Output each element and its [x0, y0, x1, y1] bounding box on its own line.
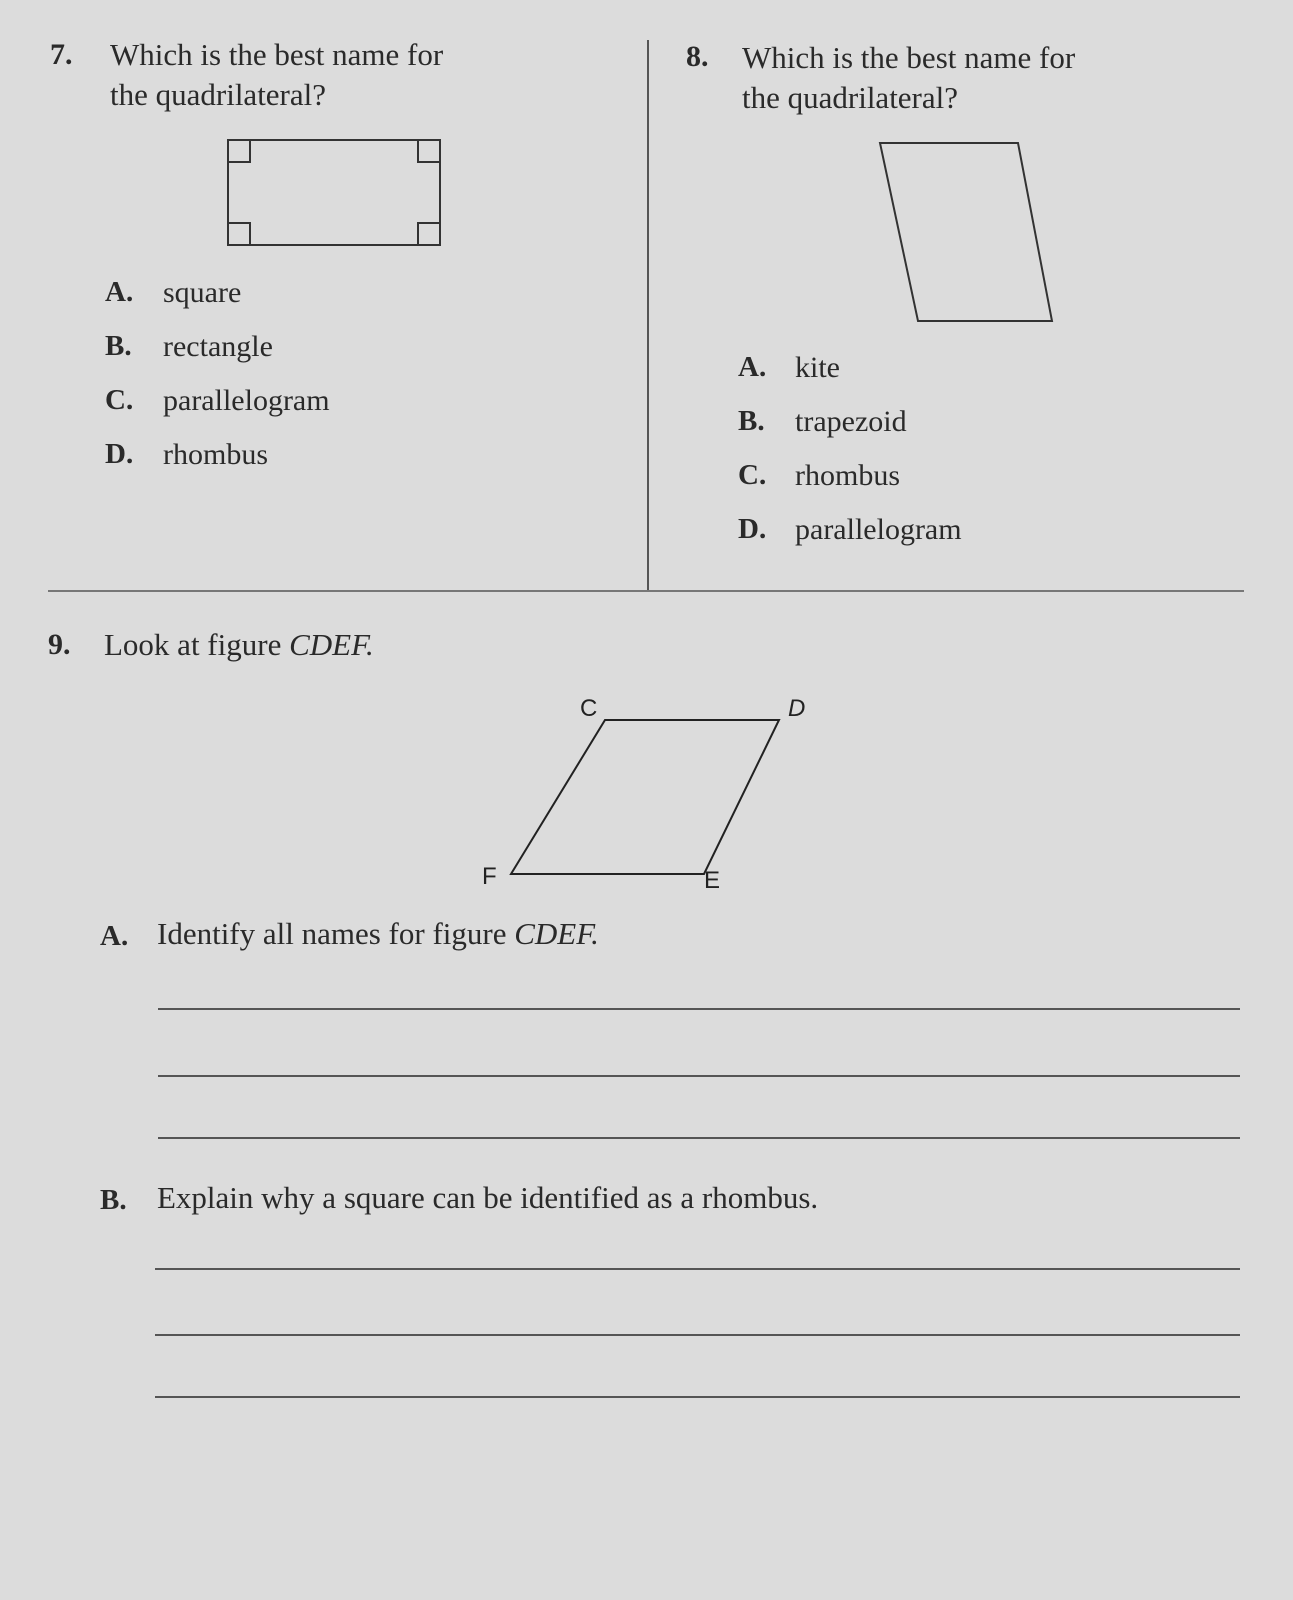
q7-right-angle-bottom-left [228, 223, 250, 245]
q8-prompt-line1: Which is the best name for [742, 40, 1076, 75]
q9-part-b-answer-line-1[interactable] [155, 1268, 1240, 1270]
q8-option-a-letter: A. [738, 351, 767, 383]
q7-prompt-line1: Which is the best name for [110, 37, 444, 72]
q9-part-a-letter: A. [100, 920, 129, 952]
q9-part-a-text [157, 914, 599, 954]
q7-rectangle [228, 140, 440, 245]
q8-option-d-letter: D. [738, 513, 767, 545]
q9-vertex-label-c: C [580, 695, 598, 722]
q8-option-b[interactable] [738, 405, 907, 438]
q7-option-d-letter: D. [105, 438, 134, 470]
q8-option-d-text: parallelogram [795, 513, 962, 546]
q7-prompt-line2: the quadrilateral? [110, 77, 327, 112]
q7-option-d-text: rhombus [163, 438, 268, 471]
q9-vertex-label-e: E [704, 867, 721, 894]
q9-prompt-prefix: Look at figure [104, 627, 290, 662]
q9-part-b [100, 1180, 819, 1217]
q9-part-b-letter: B. [100, 1184, 127, 1216]
q7-rectangle-figure [228, 140, 440, 245]
q7-option-c[interactable] [105, 384, 330, 417]
q9-part-b-answer-line-3[interactable] [155, 1396, 1240, 1398]
q7-option-a-text: square [163, 276, 242, 309]
q8-prompt [742, 38, 1075, 118]
q9-part-b-text: Explain why a square can be identified as a rhombus. [157, 1180, 819, 1215]
q9-part-b-answer-line-2[interactable] [155, 1334, 1240, 1336]
q9-prompt [104, 625, 374, 665]
q9-part-a-answer-line-2[interactable] [158, 1075, 1240, 1077]
q9-part-a-text-prefix: Identify all names for figure [157, 916, 515, 951]
q9-part-a-answer-line-3[interactable] [158, 1137, 1240, 1139]
q8-option-c-letter: C. [738, 459, 767, 491]
q7-option-b[interactable] [105, 330, 273, 363]
q7-right-angle-top-right [418, 140, 440, 162]
q8-option-c[interactable] [738, 459, 900, 492]
q9-vertex-label-d: D [788, 695, 806, 722]
q9-part-a [100, 916, 599, 953]
q7-number: 7. [50, 38, 73, 71]
q8-option-b-text: trapezoid [795, 405, 907, 438]
q9-number: 9. [48, 628, 71, 661]
q7-right-angle-top-left [228, 140, 250, 162]
q8-option-b-letter: B. [738, 405, 765, 437]
q7-option-a[interactable] [105, 276, 242, 309]
q8-option-a[interactable] [738, 351, 840, 384]
q7-option-b-text: rectangle [163, 330, 273, 363]
q9-figure-cdef [511, 720, 779, 874]
q8-option-d[interactable] [738, 513, 962, 546]
q7-right-angle-bottom-right [418, 223, 440, 245]
q8-parallelogram [880, 143, 1052, 321]
q9-prompt-figure-name: CDEF. [289, 627, 374, 662]
q8-option-c-text: rhombus [795, 459, 900, 492]
q9-part-a-figure-name: CDEF. [514, 916, 599, 951]
q8-number: 8. [686, 40, 709, 73]
q9-vertex-label-f: F [482, 863, 497, 890]
q8-option-a-text: kite [795, 351, 840, 384]
q9-part-a-answer-line-1[interactable] [158, 1008, 1240, 1010]
q7-option-d[interactable] [105, 438, 268, 471]
q8-prompt-line2: the quadrilateral? [742, 80, 959, 115]
q7-option-b-letter: B. [105, 330, 132, 362]
q7-option-a-letter: A. [105, 276, 134, 308]
q7-option-c-text: parallelogram [163, 384, 330, 417]
q7-option-c-letter: C. [105, 384, 134, 416]
